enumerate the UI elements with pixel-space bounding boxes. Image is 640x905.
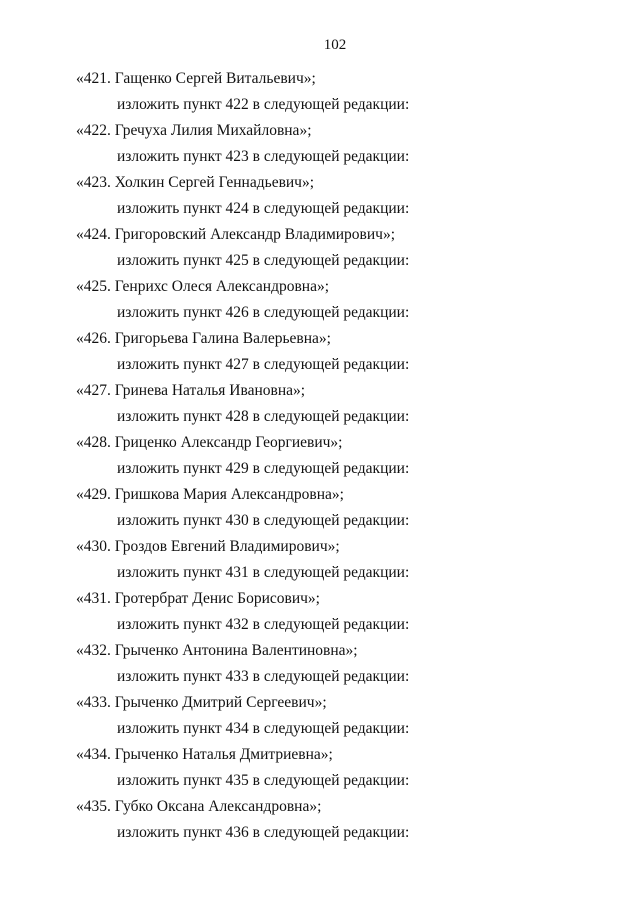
entry-instruction: изложить пункт 434 в следующей редакции: bbox=[117, 720, 410, 737]
entry-item: «421. Гащенко Сергей Витальевич»; bbox=[76, 70, 316, 87]
entry-instruction: изложить пункт 432 в следующей редакции: bbox=[117, 616, 410, 633]
entry-item: «426. Григорьева Галина Валерьевна»; bbox=[76, 330, 331, 347]
entry-item: «432. Грыченко Антонина Валентиновна»; bbox=[76, 642, 358, 659]
entry-item: «429. Гришкова Мария Александровна»; bbox=[76, 486, 344, 503]
entry-instruction: изложить пункт 427 в следующей редакции: bbox=[117, 356, 410, 373]
entry-instruction: изложить пункт 430 в следующей редакции: bbox=[117, 512, 410, 529]
entry-item: «428. Гриценко Александр Георгиевич»; bbox=[76, 434, 343, 451]
entry-instruction: изложить пункт 423 в следующей редакции: bbox=[117, 148, 410, 165]
entry-instruction: изложить пункт 436 в следующей редакции: bbox=[117, 824, 410, 841]
entry-instruction: изложить пункт 422 в следующей редакции: bbox=[117, 96, 410, 113]
entry-instruction: изложить пункт 435 в следующей редакции: bbox=[117, 772, 410, 789]
entry-instruction: изложить пункт 425 в следующей редакции: bbox=[117, 252, 410, 269]
entry-item: «425. Генрихс Олеся Александровна»; bbox=[76, 278, 330, 295]
page-number: 102 bbox=[323, 37, 347, 53]
entry-item: «423. Холкин Сергей Геннадьевич»; bbox=[76, 174, 315, 191]
entry-item: «424. Григоровский Александр Владимирович»; bbox=[76, 226, 396, 243]
entry-instruction: изложить пункт 424 в следующей редакции: bbox=[117, 200, 410, 217]
entry-item: «422. Гречуха Лилия Михайловна»; bbox=[76, 122, 312, 139]
entry-instruction: изложить пункт 428 в следующей редакции: bbox=[117, 408, 410, 425]
entry-item: «430. Гроздов Евгений Владимирович»; bbox=[76, 538, 340, 555]
entries-list bbox=[0, 66, 640, 846]
entry-instruction: изложить пункт 426 в следующей редакции: bbox=[117, 304, 410, 321]
entry-instruction: изложить пункт 431 в следующей редакции: bbox=[117, 564, 410, 581]
entry-item: «427. Гринева Наталья Ивановна»; bbox=[76, 382, 306, 399]
entry-item: «435. Губко Оксана Александровна»; bbox=[76, 798, 322, 815]
entry-instruction: изложить пункт 433 в следующей редакции: bbox=[117, 668, 410, 685]
entry-item: «431. Гротербрат Денис Борисович»; bbox=[76, 590, 320, 607]
entry-item: «433. Грыченко Дмитрий Сергеевич»; bbox=[76, 694, 327, 711]
entry-item: «434. Грыченко Наталья Дмитриевна»; bbox=[76, 746, 333, 763]
entry-instruction: изложить пункт 429 в следующей редакции: bbox=[117, 460, 410, 477]
